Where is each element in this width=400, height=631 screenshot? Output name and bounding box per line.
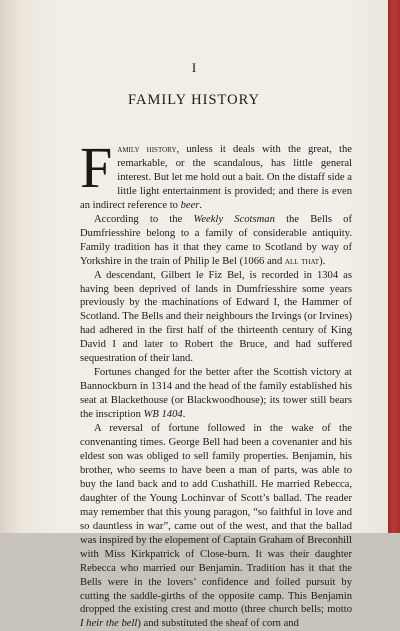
paragraph-5-text: A reversal of fortune followed in the wake of the convenanting times. George Bell had been a covenanter and his eldest son was obliged to sell family properties. Benjamin, his brother, who seems to have been a man of parts, was able to buy the land back and to add Cushathill. He married Rebecca, daughter of the Young Lochinvar of Scott’s ballad. The reader may remember that this young paragon, “so faithful in love and so dauntless in war”, came out of the west, and that the ballad was inspired by the elopement of Captain Graham of Breconhill with Miss Kirkpatrick of Close-burn. It was their daughter Rebecca who married our Benjamin. Tradition has it that the Bells were in the lovers’ confidence and foiled pursuit by cutting the saddle-girths of the opposite camp. This Benjamin dropped the existing crest and motto (three church bells; motto xyxy=(80,423,352,616)
paragraph-2-text-b: the Bells of Dumfriesshire belong to a family of considerable antiquity. Family tradition has it that they came to Scotland by way of Yorkshire in the train of Philip le Bel (1066 and xyxy=(80,213,352,267)
chapter-title: FAMILY HISTORY xyxy=(128,92,260,108)
paragraph-4 xyxy=(80,366,352,422)
paragraph-3: A descendant, Gilbert le Fiz Bel, is recorded in 1304 as having been deprived of lands in Dumfriesshire some years previously by the machinations of Edward I, the Hammer of Scotland. The Bells and their neighbours the Irvings (or Irvines) had adhered in the first half of the thirteenth century of King David I and later to Robert the Bruce, and had suffered sequestration of their land. xyxy=(80,269,352,365)
paragraph-2-end: ). xyxy=(319,255,326,267)
paragraph-5 xyxy=(80,422,352,631)
paragraph-4-end: . xyxy=(182,409,186,421)
paragraph-2 xyxy=(80,213,352,269)
red-book-cover-edge xyxy=(388,0,400,533)
paragraph-4-italic: WB 1404 xyxy=(143,409,183,421)
paragraph-4-text: Fortunes changed for the better after the Scottish victory at Bannockburn in 1314 and the head of the family established his seat at Blackethouse (or Blackwoodhouse); its tower still bears the inscription xyxy=(80,367,352,421)
paragraph-2-text: According to the xyxy=(94,213,194,225)
body-text xyxy=(80,135,352,631)
paragraph-1 xyxy=(80,135,352,213)
drop-cap: F xyxy=(80,135,113,200)
chapter-number: I xyxy=(191,60,197,75)
paragraph-5-end: ) and substituted the sheaf of corn and xyxy=(137,618,299,630)
paragraph-1-end: . xyxy=(199,199,203,211)
opening-small-caps: amily history xyxy=(117,144,177,155)
paragraph-2-small-caps: all that xyxy=(284,255,320,267)
paragraph-1-text: , unless it deals with the great, the remarkable, or the scandalous, has little general interest. But let me hold out a bait. On the distaff side a little light entertainment is provided; and there is even an indirect reference to xyxy=(80,144,352,211)
paragraph-5-italic: I heir the bell xyxy=(80,618,138,630)
paragraph-2-italic: Weekly Scotsman xyxy=(193,213,275,225)
paragraph-1-italic: beer xyxy=(180,199,200,211)
